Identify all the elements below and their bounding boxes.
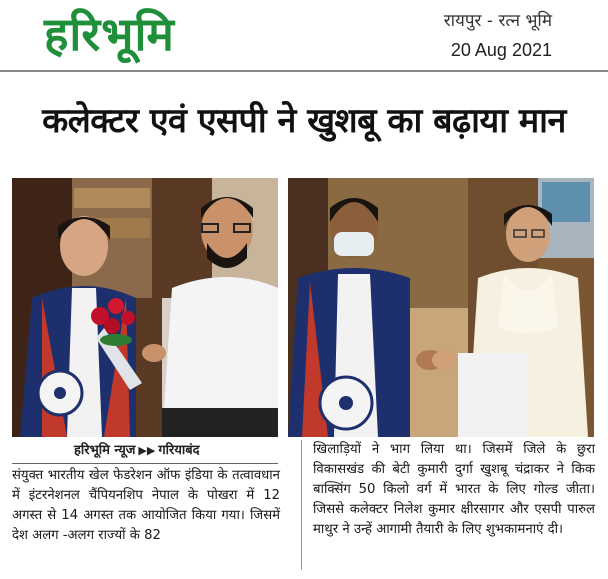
article-column-2: खिलाड़ियों ने भाग लिया था। जिसमें जिले के छुरा विकासखंड की बेटी कुमारी दुर्गा खुशबू चंद्राकर ने किक बाक्सिंग 50 किलो वर्ग में भारत के लिए गोल्ड जीता। जिससे कलेक्टर निलेश कुमार क्षीरसागर और एसपी पारुल माथुर ने उन्हें आगामी तैयारी के लिए शुभकामनाएं दी। <box>313 442 595 537</box>
article-headline: कलेक्टर एवं एसपी ने खुशबू का बढ़ाया मान <box>42 101 566 141</box>
byline <box>12 440 278 462</box>
column-divider <box>301 440 302 570</box>
masthead-rule <box>0 70 608 72</box>
newspaper-logo: हरिभूमि <box>44 7 175 61</box>
photo-felicitation-sp <box>288 178 594 437</box>
byline-place: गरियाबंद <box>158 443 200 458</box>
masthead <box>0 0 608 72</box>
photo-left-illustration <box>12 178 278 437</box>
byline-source: हरिभूमि न्यूज <box>74 443 136 458</box>
photo-felicitation-collector <box>12 178 278 437</box>
forward-arrows-icon: ▶▶ <box>138 444 156 457</box>
publication-date: 20 Aug 2021 <box>450 40 552 60</box>
edition-label: रायपुर - रत्न भूमि <box>443 11 552 31</box>
byline-rule <box>12 463 278 464</box>
article-column-1: संयुक्त भारतीय खेल फेडरेशन ऑफ इंडिया के तत्वावधान में इंटरनेशनल चैंपियनशिप नेपाल के पोखरा में 12 अगस्त से 14 अगस्त तक आयोजित किया गया। जिसमें देश अलग -अलग राज्यों के 82 <box>12 468 280 543</box>
photo-right-illustration <box>288 178 594 437</box>
